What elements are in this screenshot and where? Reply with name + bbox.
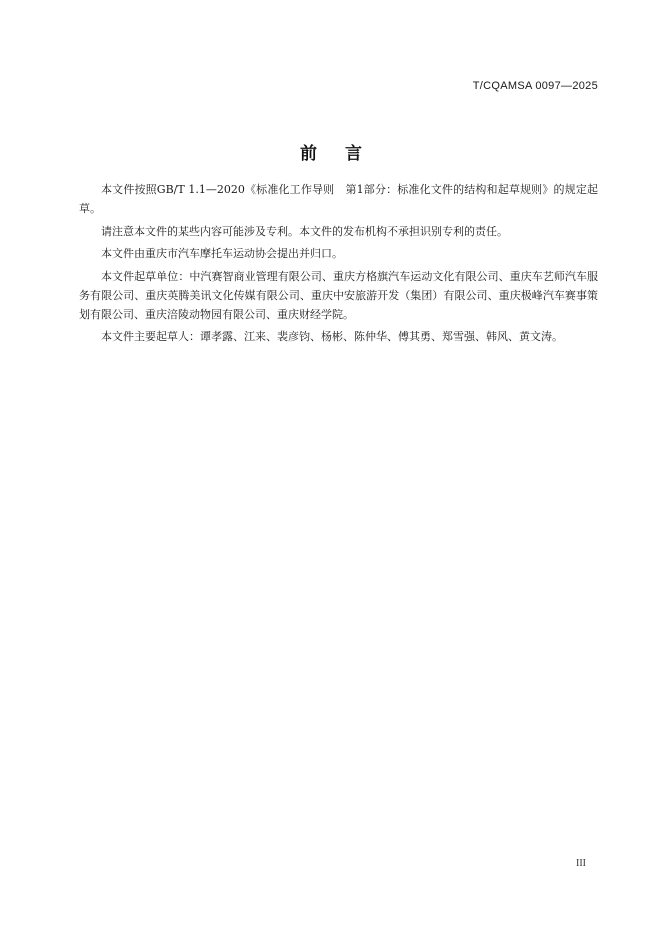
paragraph-drafting-units: 本文件起草单位：中汽赛智商业管理有限公司、重庆方格旗汽车运动文化有限公司、重庆车艺师汽车服务有限公司、重庆英腾美讯文化传媒有限公司、重庆中安旅游开发（集团）有限公司、重庆极峰汽车赛事策划有限公司、重庆涪陵动物园有限公司、重庆财经学院。 [79, 269, 598, 321]
paragraph-patent-notice: 请注意本文件的某些内容可能涉及专利。本文件的发布机构不承担识别专利的责任。 [101, 224, 508, 238]
paragraph-proposer: 本文件由重庆市汽车摩托车运动协会提出并归口。 [101, 247, 343, 260]
page-number: III [576, 858, 586, 869]
paragraph-drafters: 本文件主要起草人：谭孝露、江来、裴彦钧、杨彬、陈仲华、傅其勇、郑雪强、韩风、黄文涛。 [101, 330, 563, 343]
document-code: T/CQAMSA 0097—2025 [472, 80, 598, 92]
paragraph-drafting-rules: 本文件按照GB/T 1.1—2020《标准化工作导则 第1部分：标准化文件的结构和起草规则》的规定起草。 [79, 183, 598, 215]
foreword-body [79, 180, 598, 350]
page-title: 前言 [300, 144, 390, 164]
